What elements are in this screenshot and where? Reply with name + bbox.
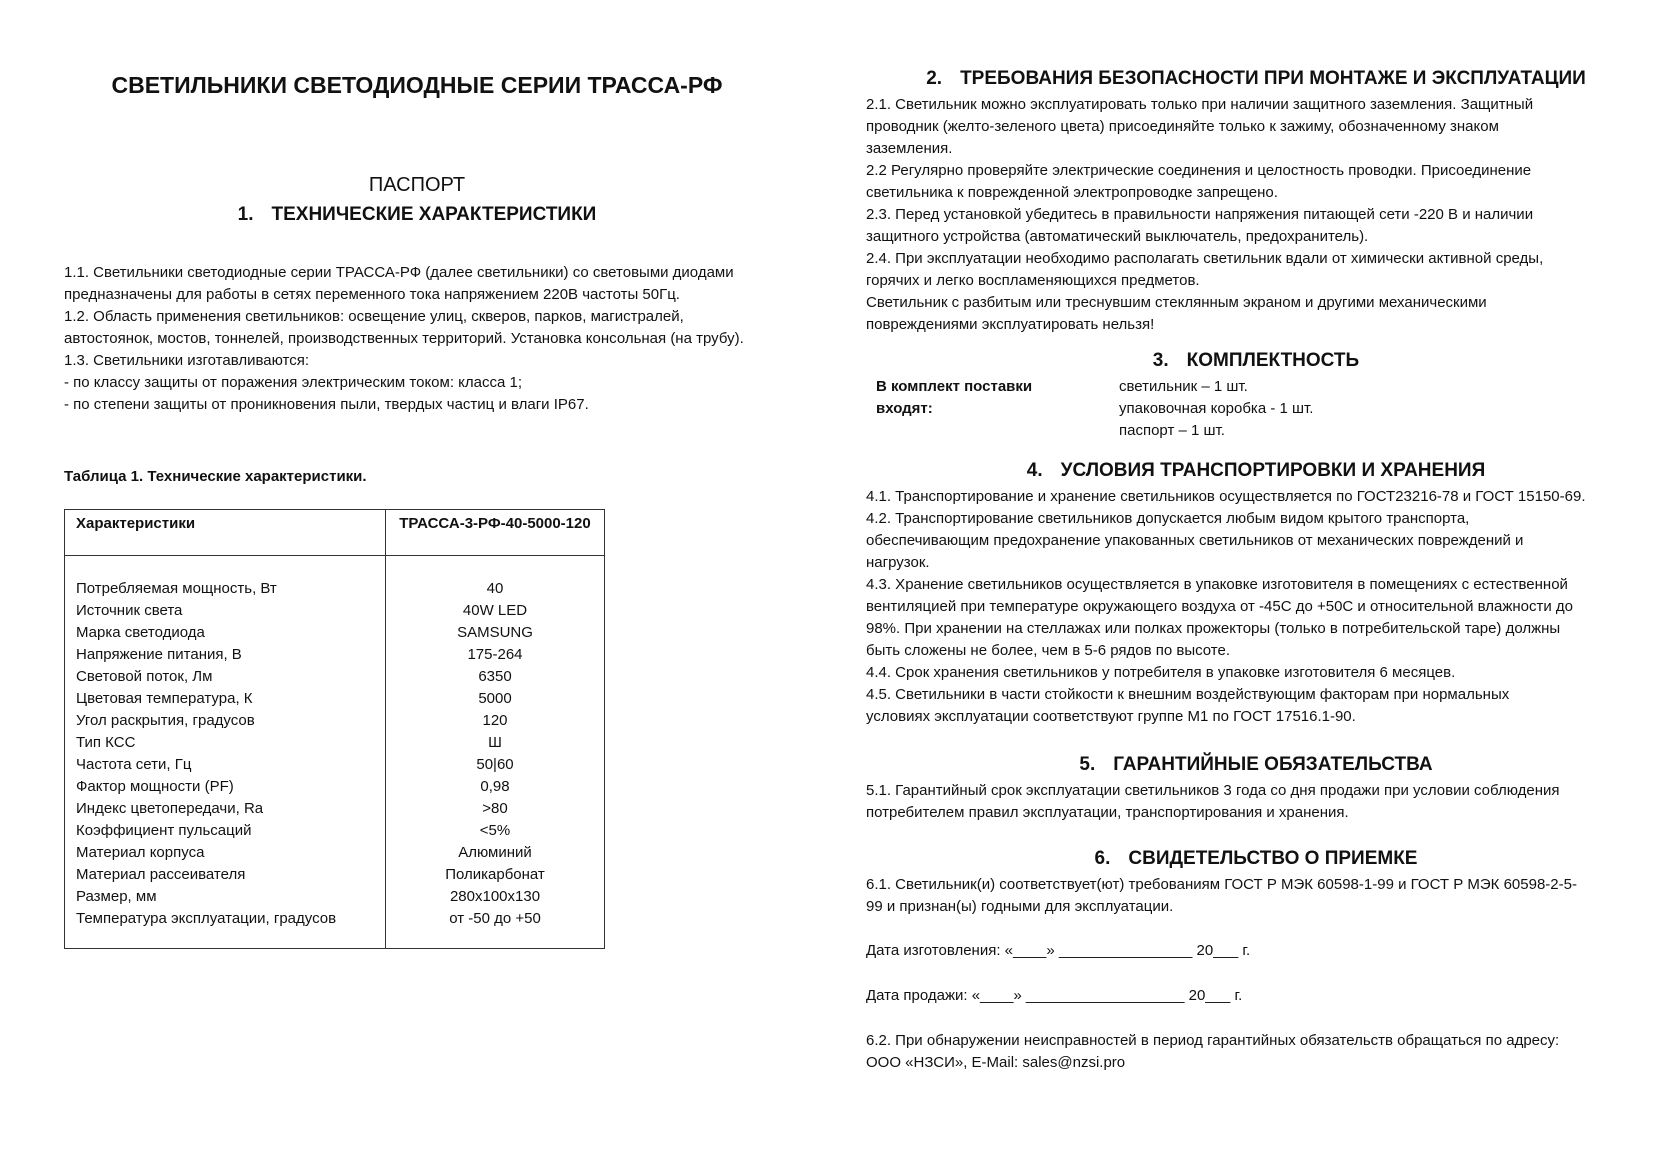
- param-name: Источник света: [76, 602, 183, 619]
- text-line: условиях эксплуатации соответствуют группе М1 по ГОСТ 17516.1-90.: [866, 708, 1356, 725]
- param-name: Температура эксплуатации, градусов: [76, 910, 337, 927]
- intro-line: - по степени защиты от проникновения пыли, твердых частиц и влаги IP67.: [64, 396, 589, 413]
- table-body-row: [65, 556, 605, 949]
- spec-table: [64, 509, 605, 949]
- section-title: УСЛОВИЯ ТРАНСПОРТИРОВКИ И ХРАНЕНИЯ: [1060, 460, 1486, 481]
- text-line: вентиляцией при температуре окружающего воздуха от -45С до +50С и относительной влажности до: [866, 598, 1574, 615]
- param-value: 280х100х130: [449, 888, 541, 905]
- kit-label: [876, 376, 1076, 420]
- param-name: Тип КСС: [76, 734, 136, 751]
- kit-label-line: входят:: [876, 400, 933, 417]
- contact-info: [866, 1030, 1646, 1074]
- text-line: 4.3. Хранение светильников осуществляется в упаковке изготовителя в помещениях с естественной: [866, 576, 1568, 593]
- table-header-row: [65, 510, 605, 556]
- text-line: обеспечивающим предохранение упакованных светильников от механических повреждений и: [866, 532, 1524, 549]
- param-value: 40W LED: [462, 602, 528, 619]
- intro-line: автостоянок, мостов, тоннелей, производственных территорий. Установка консольная (на трубу).: [64, 330, 744, 347]
- section-number: 5.: [1079, 754, 1096, 775]
- values-column: [386, 556, 605, 949]
- text-line: Светильник с разбитым или треснувшим стеклянным экраном и другими механическими: [866, 294, 1487, 311]
- section-4-text: [866, 486, 1646, 728]
- section-number: 3.: [1152, 350, 1169, 371]
- intro-text: [64, 262, 834, 416]
- text-line: 4.5. Светильники в части стойкости к внешним воздействующим факторам при нормальных: [866, 686, 1510, 703]
- text-line: 2.3. Перед установкой убедитесь в правильности напряжения питающей сети -220 В и наличии: [866, 206, 1534, 223]
- section-2-text: [866, 94, 1646, 336]
- section-4-heading: [866, 458, 1646, 484]
- param-value: Ш: [488, 734, 502, 751]
- manufacture-date: Дата изготовления: «____» ________________ 20___ г.: [866, 942, 1251, 959]
- intro-line: 1.3. Светильники изготавливаются:: [64, 352, 310, 369]
- intro-line: 1.2. Область применения светильников: освещение улиц, скверов, парков, магистралей,: [64, 308, 684, 325]
- section-5-text: [866, 780, 1646, 824]
- param-value: 6350: [478, 668, 512, 685]
- param-value: <5%: [479, 822, 511, 839]
- param-name: Коэффициент пульсаций: [76, 822, 252, 839]
- param-value: 50|60: [476, 756, 514, 773]
- text-line: светильника к поврежденной электропроводке запрещено.: [866, 184, 1278, 201]
- param-name: Световой поток, Лм: [76, 668, 213, 685]
- kit-item: паспорт – 1 шт.: [1119, 422, 1225, 439]
- passport-heading: ПАСПОРТ: [368, 174, 466, 196]
- text-line: 6.1. Светильник(и) соответствует(ют) требованиям ГОСТ Р МЭК 60598-1-99 и ГОСТ Р МЭК 60598-2-5-: [866, 876, 1577, 893]
- section-2-heading: [866, 66, 1646, 92]
- param-name: Размер, мм: [76, 888, 157, 905]
- param-value: 40: [486, 580, 504, 597]
- kit-item: упаковочная коробка - 1 шт.: [1119, 400, 1314, 417]
- param-name: Материал рассеивателя: [76, 866, 246, 883]
- text-line: 2.1. Светильник можно эксплуатировать только при наличии защитного заземления. Защитный: [866, 96, 1534, 113]
- text-line: 4.4. Срок хранения светильников у потребителя в упаковке изготовителя 6 месяцев.: [866, 664, 1456, 681]
- param-value: 5000: [478, 690, 512, 707]
- section-title: СВИДЕТЕЛЬСТВО О ПРИЕМКЕ: [1128, 848, 1418, 869]
- document-title: СВЕТИЛЬНИКИ СВЕТОДИОДНЫЕ СЕРИИ ТРАССА-РФ: [111, 72, 723, 98]
- text-line: 2.2 Регулярно проверяйте электрические соединения и целостность проводки. Присоединение: [866, 162, 1532, 179]
- text-line: горячих и легко воспламеняющихся предметов.: [866, 272, 1200, 289]
- text-line: потребителем правил эксплуатации, транспортирования и хранения.: [866, 804, 1349, 821]
- param-value: Поликарбонат: [445, 866, 545, 883]
- param-name: Потребляемая мощность, Вт: [76, 580, 277, 597]
- header-characteristics: Характеристики: [65, 510, 386, 556]
- header-model: ТРАССА-3-РФ-40-5000-120: [386, 510, 605, 556]
- section-title: ГАРАНТИЙНЫЕ ОБЯЗАТЕЛЬСТВА: [1113, 754, 1433, 775]
- param-value: 0,98: [480, 778, 510, 795]
- param-value: >80: [482, 800, 508, 817]
- text-line: 5.1. Гарантийный срок эксплуатации светильников 3 года со дня продажи при условии соблюдения: [866, 782, 1560, 799]
- characteristics-column: [65, 556, 386, 949]
- text-line: 6.2. При обнаружении неисправностей в период гарантийных обязательств обращаться по адресу:: [866, 1032, 1560, 1049]
- table-caption: Таблица 1. Технические характеристики.: [64, 468, 367, 485]
- param-name: Марка светодиода: [76, 624, 205, 641]
- section-6-heading: [866, 846, 1646, 872]
- kit-label-line: В комплект поставки: [876, 378, 1033, 395]
- section-number: 1.: [237, 204, 254, 225]
- text-line: ООО «НЗСИ», E-Mail: sales@nzsi.pro: [866, 1054, 1126, 1071]
- param-name: Частота сети, Гц: [76, 756, 192, 773]
- section-3-heading: [866, 348, 1646, 374]
- param-name: Цветовая температура, К: [76, 690, 253, 707]
- text-line: нагрузок.: [866, 554, 930, 571]
- section-number: 2.: [926, 68, 943, 89]
- text-line: 98%. При хранении на стеллажах или полках прожекторы (только в потребительской таре) должны: [866, 620, 1561, 637]
- kit-items: [1119, 376, 1519, 442]
- param-value: SAMSUNG: [457, 624, 533, 641]
- text-line: проводник (желто-зеленого цвета) присоединяйте только к зажиму, обозначенному знаком: [866, 118, 1499, 135]
- text-line: 2.4. При эксплуатации необходимо располагать светильник вдали от химически активной среды,: [866, 250, 1544, 267]
- intro-line: - по классу защиты от поражения электрическим током: класса 1;: [64, 374, 523, 391]
- text-line: быть сложены не более, чем в 5-6 рядов по высоте.: [866, 642, 1231, 659]
- param-name: Индекс цветопередачи, Ra: [76, 800, 264, 817]
- param-value: от -50 до +50: [449, 910, 541, 927]
- kit-item: светильник – 1 шт.: [1119, 378, 1248, 395]
- text-line: заземления.: [866, 140, 953, 157]
- param-name: Материал корпуса: [76, 844, 205, 861]
- section-5-heading: [866, 752, 1646, 778]
- text-line: 99 и признан(ы) годными для эксплуатации.: [866, 898, 1174, 915]
- text-line: 4.2. Транспортирование светильников допускается любым видом крытого транспорта,: [866, 510, 1470, 527]
- text-line: 4.1. Транспортирование и хранение светильников осуществляется по ГОСТ23216-78 и ГОСТ 15150-69.: [866, 488, 1586, 505]
- section-6-text: [866, 874, 1646, 918]
- param-value: 120: [482, 712, 508, 729]
- param-value: 175-264: [467, 646, 523, 663]
- section-title: ТРЕБОВАНИЯ БЕЗОПАСНОСТИ ПРИ МОНТАЖЕ И ЭКСПЛУАТАЦИИ: [960, 68, 1586, 89]
- section-number: 6.: [1094, 848, 1111, 869]
- section-1-heading: [64, 202, 770, 228]
- section-title: ТЕХНИЧЕСКИЕ ХАРАКТЕРИСТИКИ: [271, 204, 597, 225]
- section-number: 4.: [1026, 460, 1043, 481]
- param-name: Угол раскрытия, градусов: [76, 712, 255, 729]
- param-value: Алюминий: [458, 844, 532, 861]
- param-name: Фактор мощности (PF): [76, 778, 234, 795]
- text-line: защитного устройства (автоматический выключатель, предохранитель).: [866, 228, 1369, 245]
- param-name: Напряжение питания, В: [76, 646, 242, 663]
- text-line: повреждениями эксплуатировать нельзя!: [866, 316, 1155, 333]
- sale-date: Дата продажи: «____» ___________________ 20___ г.: [866, 987, 1243, 1004]
- intro-line: 1.1. Светильники светодиодные серии ТРАССА-РФ (далее светильники) со световыми диодами: [64, 264, 734, 281]
- section-title: КОМПЛЕКТНОСТЬ: [1186, 350, 1360, 371]
- intro-line: предназначены для работы в сетях переменного тока напряжением 220В частоты 50Гц.: [64, 286, 680, 303]
